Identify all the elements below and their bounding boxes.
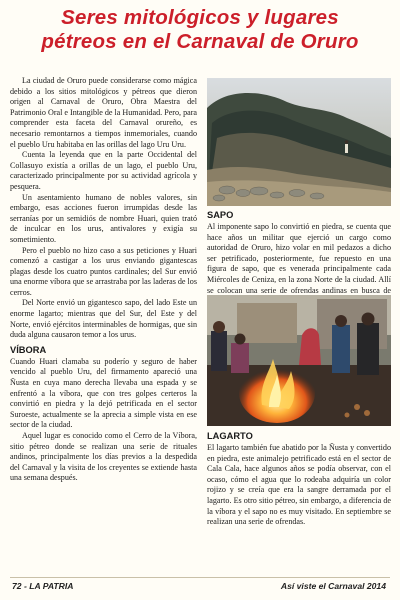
footer-page-number: 72 - LA PATRIA [12, 581, 74, 591]
paragraph-cerro-vibora: Aquel lugar es conocido como el Cerro de la Víbora, sitio pétreo donde se realizan una serie de rituales andinos, principalmente los días previos a la despedida del Carnaval y la visita de los creyentes se extiende hasta una semana después. [10, 431, 197, 483]
ritual-fire-photo [207, 295, 391, 426]
right-column-bottom [207, 431, 391, 528]
heading-sapo: SAPO [207, 210, 234, 220]
heading-vibora: VÍBORA [10, 344, 47, 355]
rock-formation-photo [207, 78, 391, 206]
right-column-top [207, 210, 391, 307]
heading-lagarto: LAGARTO [207, 431, 253, 441]
paragraph-north: Del Norte envió un gigantesco sapo, del lado Este un enorme lagarto; mientras que del Sur, del Este y del Norte, envió ejércitos interminables de hormigas, que sin duda alguna causaron temor a los urus. [10, 298, 197, 340]
paragraph-sapo: Al imponente sapo lo convirtió en piedra, se cuenta que hace años un militar que ejerció un cargo como autoridad de Oruro, hizo volar en mil pedazos a dicho ser petrificado, posteriormente, fue repuesto en una figura de sapo, que es venerada principalmente cada Miércoles de Ceniza, en la zona Norte de la ciudad. Allí se colocan una serie de ofrendas andinas en busca de [207, 222, 391, 295]
title-line-2: pétreos en el Carnaval de Oruro [41, 30, 359, 53]
paragraph-legend: Cuenta la leyenda que en la parte Occidental del Collasuyo existía a orillas de un lago, el pueblo Uru, caracterizado principalmente por su actividad agrícola y pesquera. [10, 150, 197, 191]
paragraph-lagarto: El lagarto también fue abatido por la Ñusta y convertido en piedra, este animalejo petrificado está en el sector de Cala Cala, hace algunos años se podía observar, con el ocaso, cómo el agua que lo rodeaba adquiría un color rojizo y se creía que era la sangre derramada por el lagarto. Es otro sitio pétreo, sin embargo, a diferencia de la víbora y el sapo no es muy visitado. En septiembre se realizan una serie de ofrendas. [207, 443, 391, 527]
footer-publication: Así viste el Carnaval 2014 [280, 581, 386, 591]
title-line-1: Seres mitológicos y lugares [61, 6, 339, 29]
left-column [10, 76, 197, 484]
page-title [0, 6, 400, 54]
paragraph-vibora: Cuando Huari clamaba su poderío y seguro de haber vencido al pueblo Uru, del firmamento apareció una Ñusta en cuya mano derecha llevaba una espada y se enfrentó a la víbora, que con tres golpes certeros la convirtió en piedra y la dejó petrificada en el sector Suroeste, actualmente se la aprecia a simple vista en ese sector de la ciudad. [10, 356, 197, 430]
footer-divider [10, 577, 390, 578]
paragraph-intro: La ciudad de Oruro puede considerarse como mágica debido a los sitios mitológicos y pétreos que dieron origen al Carnaval de Oruro, Obra Maestra del Patrimonio Oral e Intangible de la Humanidad. Pero, para comprender esta faceta del Carnaval orureño, es necesario remontarnos a tiempos inmemoriales, cuando el pueblo Uru habitaba en las orillas del lago Uru Uru. [10, 76, 197, 149]
paragraph-settlement: Un asentamiento humano de nobles valores, sin embargo, esas acciones fueron irrumpidas desde las serranías por un semidiós de nombre Huari, quien trató de inculcar en los urus, antivalores y exigía su sometimiento. [10, 192, 197, 244]
paragraph-plagues: Pero el pueblo no hizo caso a sus peticiones y Huari comenzó a castigar a los urus enviando gigantescas plagas desde los cuatro puntos cardinales; del Sur envió una enorme víbora que se arrastraba por las laderas de los cerros. [10, 245, 197, 297]
